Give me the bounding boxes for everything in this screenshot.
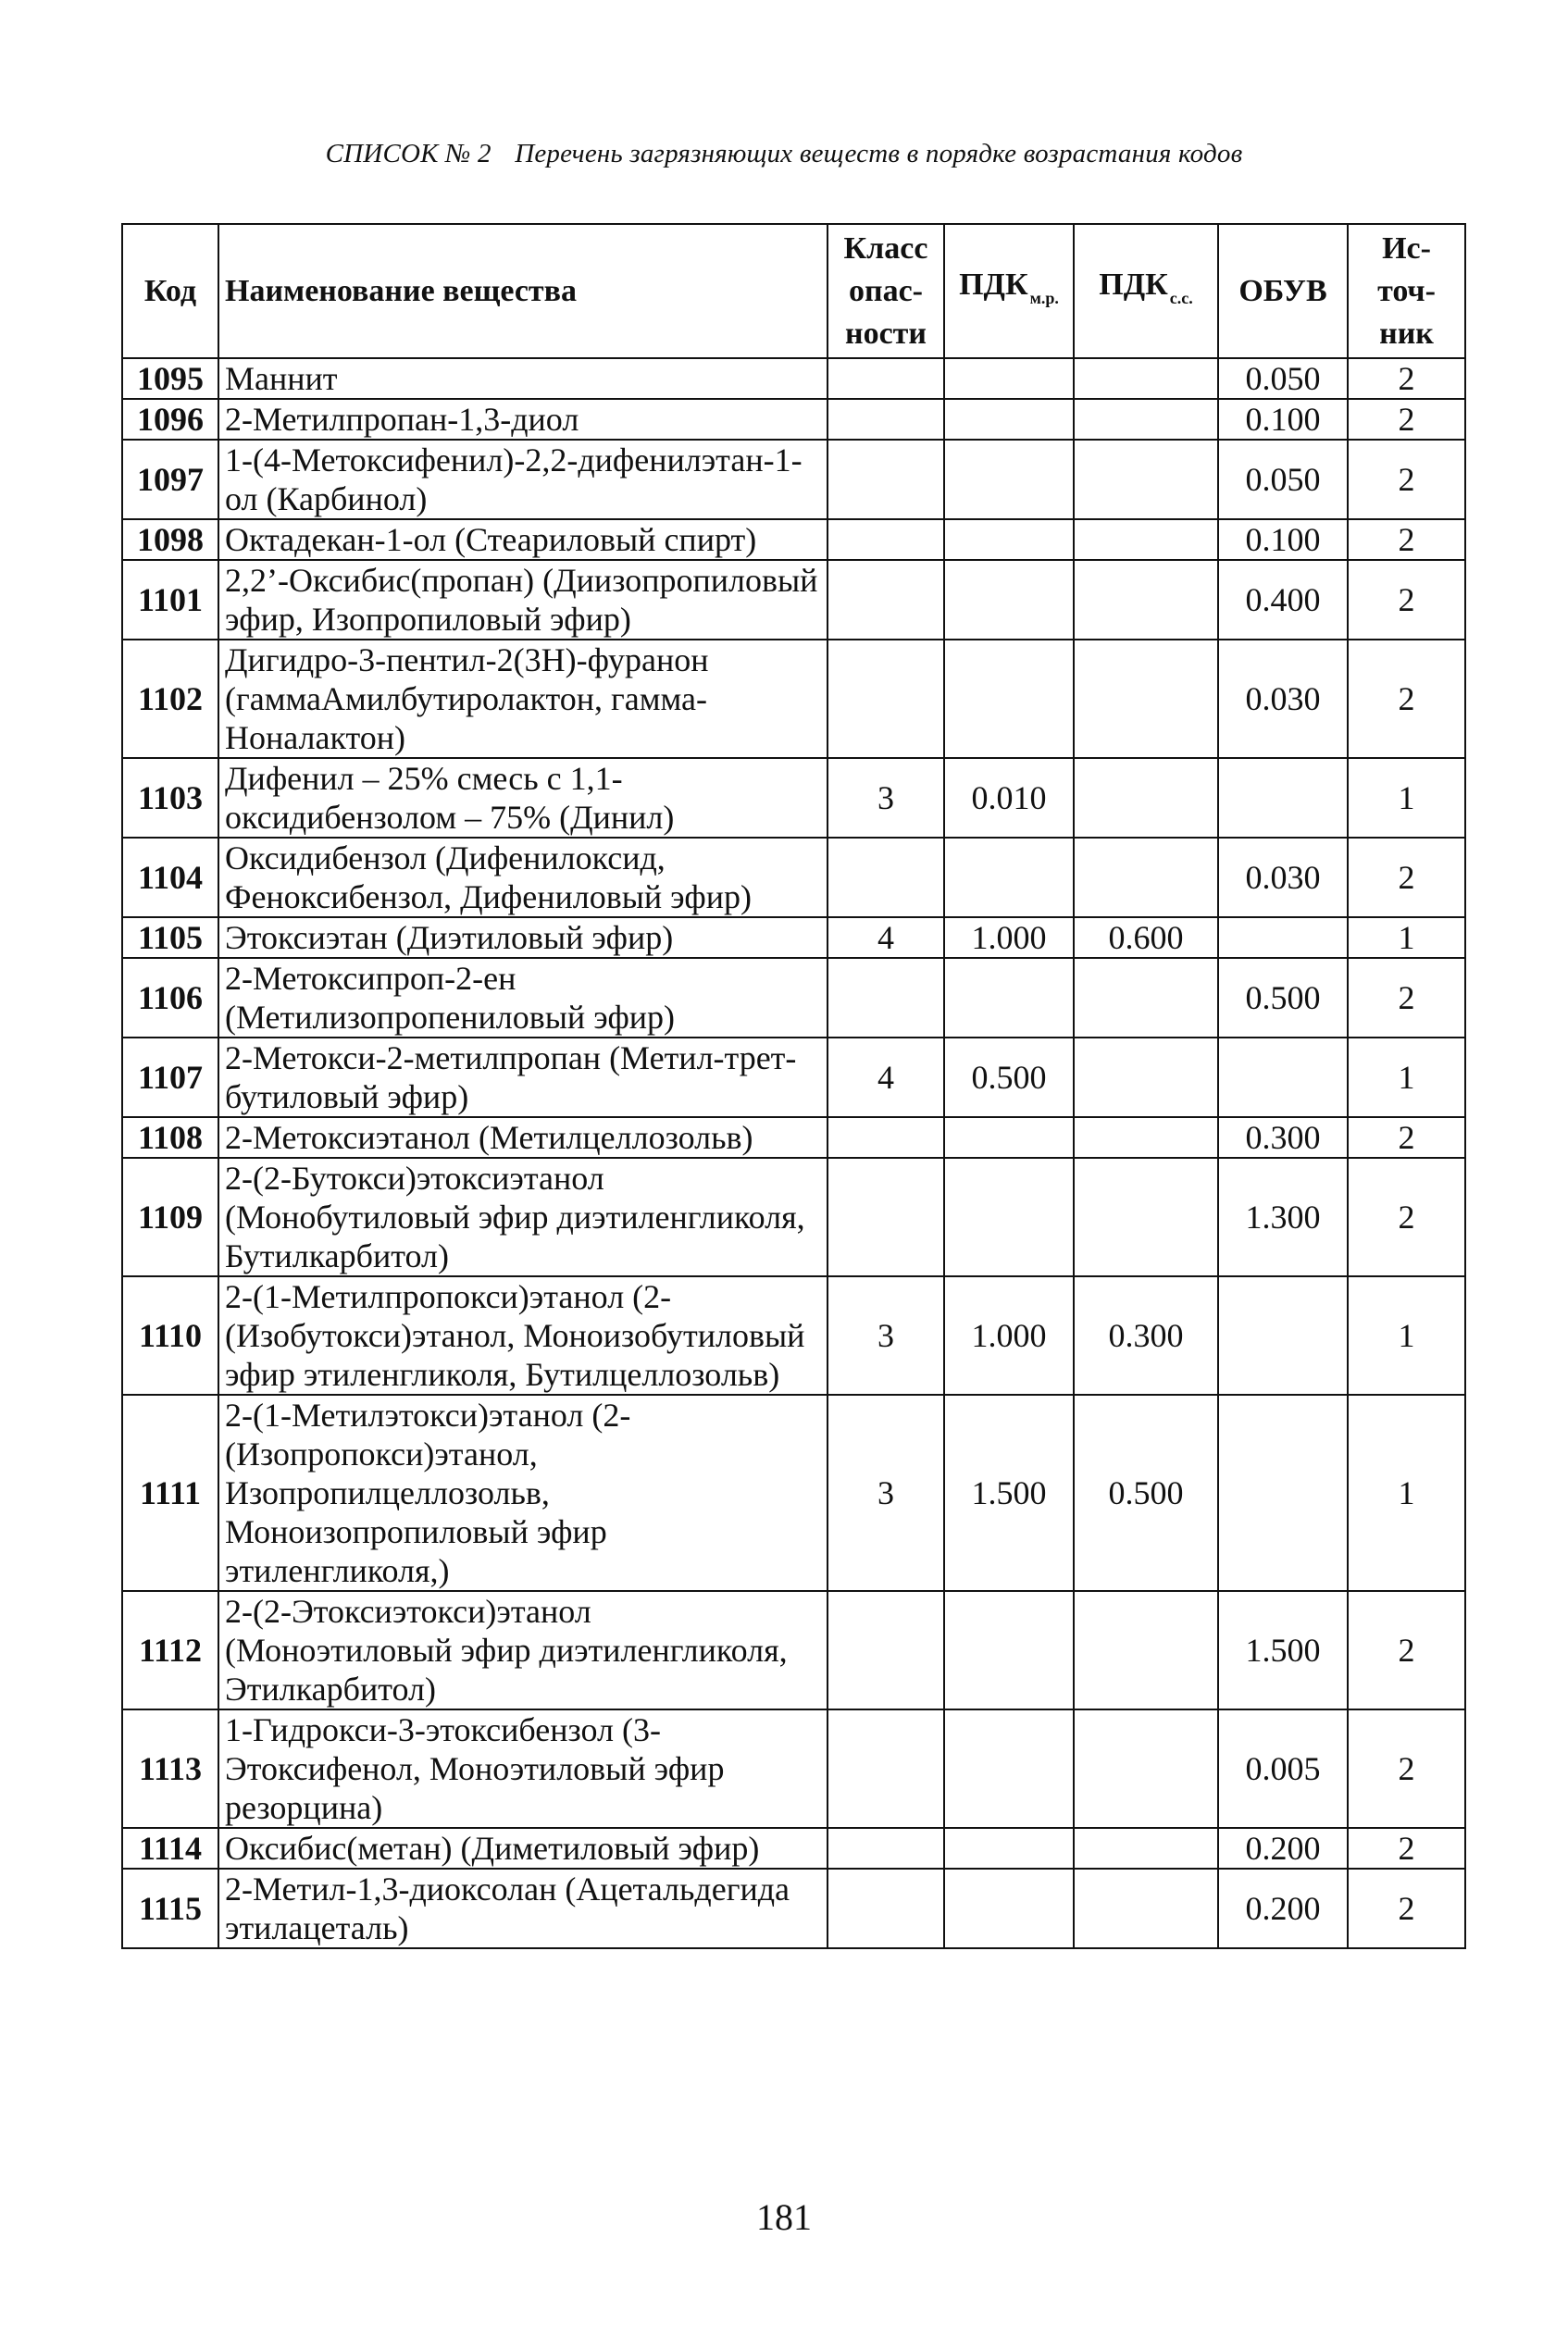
obuv-cell: 0.050 [1218,358,1348,399]
col-header-source: Ис- точ- ник [1348,224,1465,358]
source-cell: 1 [1348,758,1465,838]
pdk-mr-cell: 0.500 [944,1038,1074,1117]
obuv-cell: 0.300 [1218,1117,1348,1158]
code-cell: 1104 [122,838,218,917]
substance-name-cell: 2-(1-Метилэтокси)этанол (2-(Изопропокси)этанол, Изопропилцеллозольв, Моноизопропиловый эфир этиленгликоля,) [218,1395,828,1591]
pdk-mr-cell [944,399,1074,440]
source-cell: 1 [1348,917,1465,958]
table-row [122,1869,1465,1948]
pdk-mr-cell: 0.010 [944,758,1074,838]
pdk-ss-cell [1074,958,1218,1038]
hazard-class-cell [828,1869,944,1948]
pdk-mr-cell: 1.000 [944,917,1074,958]
code-cell: 1107 [122,1038,218,1117]
pdk-mr-cell [944,1869,1074,1948]
pdk-ss-cell [1074,1709,1218,1828]
hazard-class-cell [828,958,944,1038]
table-row [122,1828,1465,1869]
source-cell: 2 [1348,1158,1465,1276]
table-row [122,1591,1465,1709]
pdk-mr-cell [944,958,1074,1038]
col-header-pdk-ss [1074,224,1218,358]
substance-name-cell: 2-Метокси-2-метилпропан (Метил-трет-бутиловый эфир) [218,1038,828,1117]
obuv-cell [1218,1395,1348,1591]
table-row [122,1158,1465,1276]
col-header-obuv: ОБУВ [1218,224,1348,358]
source-cell: 2 [1348,958,1465,1038]
obuv-cell [1218,1276,1348,1395]
col-header-hazard-class: Класс опас- ности [828,224,944,358]
pdk-ss-cell [1074,519,1218,560]
source-cell: 1 [1348,1395,1465,1591]
obuv-cell: 0.100 [1218,399,1348,440]
list-subtitle: Перечень загрязняющих веществ в порядке возрастания кодов [515,139,1243,168]
table-row [122,1276,1465,1395]
pdk-ss-cell [1074,560,1218,640]
pdk-mr-cell [944,560,1074,640]
obuv-cell: 0.200 [1218,1828,1348,1869]
source-cell: 2 [1348,519,1465,560]
hazard-class-cell [828,358,944,399]
source-cell: 2 [1348,838,1465,917]
table-row [122,958,1465,1038]
pdk-ss-cell [1074,1591,1218,1709]
table-row [122,358,1465,399]
source-cell: 2 [1348,1828,1465,1869]
hazard-class-cell [828,838,944,917]
pdk-mr-cell [944,1117,1074,1158]
obuv-cell [1218,1038,1348,1117]
obuv-cell: 0.030 [1218,838,1348,917]
substance-name-cell: 2-Метил-1,3-диоксолан (Ацетальдегида этилацеталь) [218,1869,828,1948]
obuv-cell: 0.030 [1218,640,1348,758]
hazard-class-cell: 3 [828,1276,944,1395]
col-header-code: Код [122,224,218,358]
hazard-class-cell [828,1591,944,1709]
table-row [122,1395,1465,1591]
pdk-mr-cell [944,1591,1074,1709]
pdk-mr-cell [944,358,1074,399]
obuv-cell: 0.005 [1218,1709,1348,1828]
hazard-class-cell [828,1828,944,1869]
pdk-mr-label: ПДК [959,267,1028,302]
table-row [122,560,1465,640]
source-cell: 1 [1348,1038,1465,1117]
source-cell: 2 [1348,358,1465,399]
hazard-class-cell [828,1158,944,1276]
obuv-cell: 1.300 [1218,1158,1348,1276]
substance-name-cell: 2-Метоксипроп-2-ен (Метилизопропениловый эфир) [218,958,828,1038]
substance-name-cell: 2-(1-Метилпропокси)этанол (2-(Изобутокси)этанол, Моноизобутиловый эфир этиленгликоля, Бутилцеллозольв) [218,1276,828,1395]
hazard-class-cell: 4 [828,1038,944,1117]
table-row [122,399,1465,440]
code-cell: 1098 [122,519,218,560]
code-cell: 1112 [122,1591,218,1709]
pdk-ss-cell: 0.300 [1074,1276,1218,1395]
code-cell: 1095 [122,358,218,399]
table-row [122,440,1465,519]
obuv-cell [1218,758,1348,838]
source-cell: 1 [1348,1276,1465,1395]
pdk-mr-cell [944,1828,1074,1869]
source-cell: 2 [1348,399,1465,440]
table-row [122,917,1465,958]
table-row [122,640,1465,758]
table-header-row [122,224,1465,358]
code-cell: 1102 [122,640,218,758]
substance-name-cell: Дифенил – 25% смесь с 1,1-оксидибензолом – 75% (Динил) [218,758,828,838]
obuv-cell: 0.100 [1218,519,1348,560]
table-row [122,838,1465,917]
code-cell: 1110 [122,1276,218,1395]
code-cell: 1106 [122,958,218,1038]
code-cell: 1111 [122,1395,218,1591]
code-cell: 1109 [122,1158,218,1276]
code-cell: 1103 [122,758,218,838]
pdk-ss-label: ПДК [1099,267,1168,302]
pdk-ss-cell [1074,1038,1218,1117]
page-heading [0,139,1568,169]
obuv-cell: 0.500 [1218,958,1348,1038]
source-cell: 2 [1348,1869,1465,1948]
obuv-cell: 0.400 [1218,560,1348,640]
hazard-class-cell: 4 [828,917,944,958]
code-cell: 1114 [122,1828,218,1869]
pdk-mr-cell: 1.500 [944,1395,1074,1591]
source-cell: 2 [1348,640,1465,758]
table-row [122,519,1465,560]
obuv-cell: 0.200 [1218,1869,1348,1948]
pdk-ss-cell [1074,358,1218,399]
substance-name-cell: Оксибис(метан) (Диметиловый эфир) [218,1828,828,1869]
code-cell: 1101 [122,560,218,640]
col-header-name: Наименование вещества [218,224,828,358]
code-cell: 1113 [122,1709,218,1828]
hazard-class-cell [828,1709,944,1828]
obuv-cell: 0.050 [1218,440,1348,519]
hazard-class-cell [828,440,944,519]
pdk-ss-cell [1074,1158,1218,1276]
table-row [122,1038,1465,1117]
pdk-mr-cell: 1.000 [944,1276,1074,1395]
substance-name-cell: Оксидибензол (Дифенилоксид, Феноксибензол, Дифениловый эфир) [218,838,828,917]
substance-name-cell: Дигидро-3-пентил-2(3Н)-фуранон (гаммаАмилбутиролактон, гамма-Ноналактон) [218,640,828,758]
code-cell: 1097 [122,440,218,519]
substance-name-cell: 2,2’-Оксибис(пропан) (Диизопропиловый эфир, Изопропиловый эфир) [218,560,828,640]
source-cell: 2 [1348,440,1465,519]
pdk-ss-cell [1074,440,1218,519]
hazard-class-cell [828,519,944,560]
substance-name-cell: 2-Метоксиэтанол (Метилцеллозольв) [218,1117,828,1158]
pdk-ss-cell [1074,758,1218,838]
pdk-ss-cell [1074,399,1218,440]
pdk-ss-cell [1074,838,1218,917]
substance-name-cell: Маннит [218,358,828,399]
pdk-ss-subscript: с.с. [1169,288,1193,307]
hazard-class-cell [828,560,944,640]
col-header-pdk-mr [944,224,1074,358]
pdk-mr-cell [944,838,1074,917]
substance-name-cell: 1-(4-Метоксифенил)-2,2-дифенилэтан-1-ол (Карбинол) [218,440,828,519]
source-cell: 2 [1348,1117,1465,1158]
substances-table [121,223,1466,1949]
pdk-ss-cell [1074,1117,1218,1158]
pdk-ss-cell [1074,640,1218,758]
source-cell: 2 [1348,560,1465,640]
substance-name-cell: 1-Гидрокси-3-этоксибензол (3-Этоксифенол, Моноэтиловый эфир резорцина) [218,1709,828,1828]
substance-name-cell: Октадекан-1-ол (Стеариловый спирт) [218,519,828,560]
code-cell: 1115 [122,1869,218,1948]
pdk-mr-cell [944,1709,1074,1828]
source-cell: 2 [1348,1591,1465,1709]
obuv-cell: 1.500 [1218,1591,1348,1709]
hazard-class-cell [828,640,944,758]
pdk-mr-cell [944,1158,1074,1276]
substance-name-cell: 2-(2-Этоксиэтокси)этанол (Моноэтиловый эфир диэтиленгликоля, Этилкарбитол) [218,1591,828,1709]
code-cell: 1108 [122,1117,218,1158]
substance-name-cell: Этоксиэтан (Диэтиловый эфир) [218,917,828,958]
source-cell: 2 [1348,1709,1465,1828]
pdk-ss-cell [1074,1869,1218,1948]
pdk-mr-cell [944,640,1074,758]
list-number: СПИСОК № 2 [325,139,492,168]
pdk-ss-cell: 0.600 [1074,917,1218,958]
pdk-ss-cell: 0.500 [1074,1395,1218,1591]
substance-name-cell: 2-(2-Бутокси)этоксиэтанол (Монобутиловый эфир диэтиленгликоля, Бутилкарбитол) [218,1158,828,1276]
code-cell: 1096 [122,399,218,440]
hazard-class-cell: 3 [828,758,944,838]
hazard-class-cell [828,399,944,440]
pdk-ss-cell [1074,1828,1218,1869]
pdk-mr-subscript: м.р. [1029,288,1059,307]
table-row [122,1117,1465,1158]
page-number: 181 [756,2196,812,2238]
table-row [122,758,1465,838]
substance-name-cell: 2-Метилпропан-1,3-диол [218,399,828,440]
pdk-mr-cell [944,519,1074,560]
hazard-class-cell: 3 [828,1395,944,1591]
obuv-cell [1218,917,1348,958]
table-row [122,1709,1465,1828]
pdk-mr-cell [944,440,1074,519]
code-cell: 1105 [122,917,218,958]
hazard-class-cell [828,1117,944,1158]
